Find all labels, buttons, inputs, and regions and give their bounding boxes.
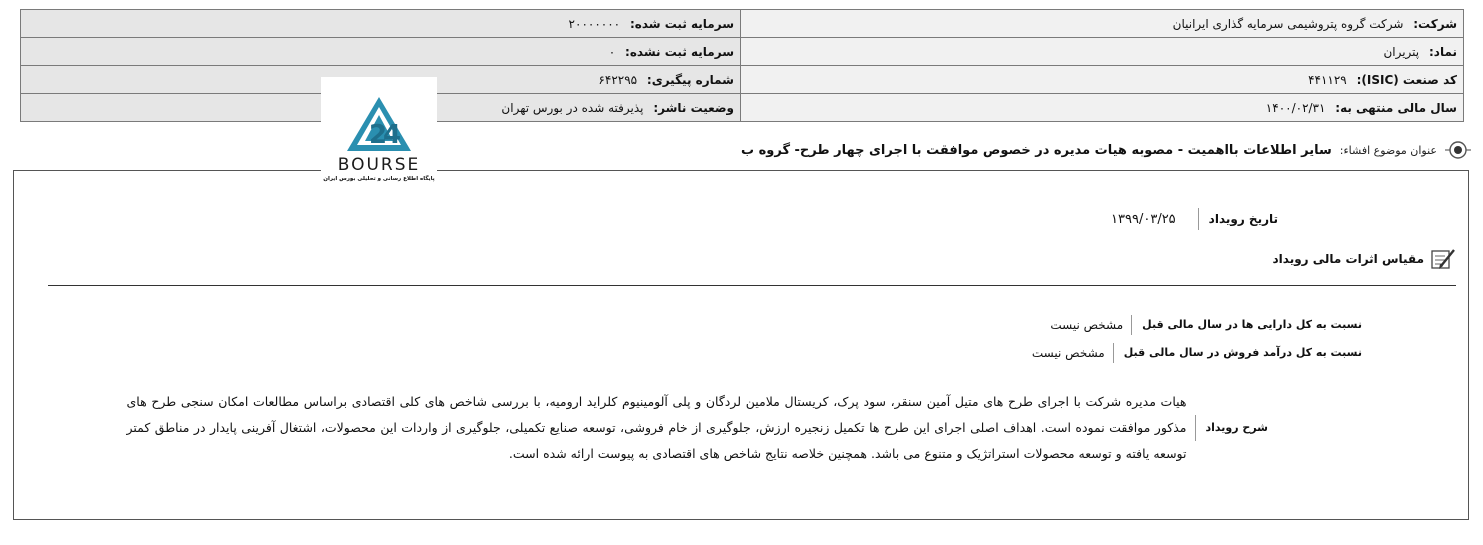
company-value: شرکت گروه پتروشیمی سرمایه گذاری ایرانیان — [1172, 16, 1404, 31]
registered-capital-value: ۲۰۰۰۰۰۰۰ — [568, 16, 621, 31]
ratio-assets-value: مشخص نیست — [1050, 318, 1124, 332]
tracking-label: شماره پیگیری: — [646, 72, 734, 87]
publisher-status-value: پذیرفته شده در بورس تهران — [501, 100, 644, 115]
unregistered-capital-value: ۰ — [608, 44, 616, 59]
info-row — [21, 38, 1464, 66]
registered-capital-cell — [21, 10, 741, 38]
symbol-cell — [741, 38, 1464, 66]
subject-title: سایر اطلاعات بااهمیت - مصوبه هیات مدیره در خصوص موافقت با اجرای چهار طرح- گروه ب — [741, 142, 1332, 158]
publisher-status-label: وضعیت ناشر: — [653, 100, 734, 115]
isic-label: کد صنعت (ISIC): — [1356, 72, 1457, 87]
registered-capital-label: سرمایه ثبت شده: — [629, 16, 734, 31]
unregistered-capital-label: سرمایه ثبت نشده: — [625, 44, 734, 59]
section-divider — [48, 285, 1456, 286]
info-row — [21, 94, 1464, 122]
subject-label: عنوان موضوع افشاء: — [1339, 143, 1437, 157]
financial-impact-heading — [1273, 247, 1456, 271]
unregistered-capital-cell — [21, 38, 741, 66]
ratio-sales-label: نسبت به کل درآمد فروش در سال مالی قبل — [1113, 343, 1362, 363]
event-description-label: شرح رویداد — [1195, 415, 1269, 441]
svg-text:2: 2 — [369, 120, 388, 150]
bourse-logo — [321, 77, 437, 183]
symbol-label: نماد: — [1428, 44, 1457, 59]
event-date-row — [1111, 208, 1278, 230]
company-label: شرکت: — [1413, 16, 1457, 31]
ratio-sales-row — [1032, 343, 1362, 363]
fiscal-year-label: سال مالی منتهی به: — [1335, 100, 1457, 115]
fiscal-year-value: ۱۴۰۰/۰۲/۳۱ — [1265, 100, 1326, 115]
logo-brand-text: BOURSE — [337, 155, 421, 175]
isic-value: ۴۴۱۱۲۹ — [1308, 72, 1347, 87]
event-panel — [13, 170, 1469, 520]
event-description-text: هیات مدیره شرکت با اجرای طرح های متیل آمین سنقر، سود پرک، کریستال ملامین لردگان و پلی آلومینیوم کلراید ارومیه، با بررسی شاخص های کلی اقتصادی براساس مطالعات امکان سنجی طرح های مذکور موافقت نموده است. اهداف اصلی اجرای این طرح ها تکمیل زنجیره ارزش، جلوگیری از خام فروشی، توسعه صنایع تکمیلی، جلوگیری از واردات این محصولات، اشتغال آفرینی پایدار در مناطق کمتر توسعه یافته و توسعه محصولات استراتژیک و متنوع می باشد. همچنین خلاصه نتایج شاخص های اقتصادی به پیوست ارائه شده است. — [126, 394, 1187, 461]
ratio-sales-value: مشخص نیست — [1031, 346, 1105, 360]
disclosure-subject — [741, 137, 1471, 163]
financial-impact-title: مقیاس اثرات مالی رویداد — [1272, 252, 1424, 266]
event-description-row — [127, 389, 1269, 467]
ratio-assets-row — [1050, 315, 1362, 335]
isic-cell — [741, 66, 1464, 94]
logo-tagline: پایگاه اطلاع رسانی و تحلیلی بورس ایران — [323, 176, 435, 182]
company-info-table — [20, 9, 1464, 122]
fiscal-year-cell — [741, 94, 1464, 122]
target-icon — [1445, 137, 1471, 163]
tracking-value: ۶۴۲۲۹۵ — [598, 72, 638, 87]
info-row — [21, 10, 1464, 38]
svg-text:4: 4 — [383, 120, 402, 150]
ratio-assets-label: نسبت به کل دارایی ها در سال مالی قبل — [1131, 315, 1362, 335]
bourse-logo-mark — [321, 77, 437, 183]
event-date-value: ۱۳۹۹/۰۳/۲۵ — [1111, 211, 1176, 227]
company-cell — [741, 10, 1464, 38]
note-pencil-icon — [1430, 247, 1456, 271]
symbol-value: پتریران — [1383, 44, 1420, 59]
event-date-label: تاریخ رویداد — [1198, 208, 1278, 230]
info-row — [21, 66, 1464, 94]
